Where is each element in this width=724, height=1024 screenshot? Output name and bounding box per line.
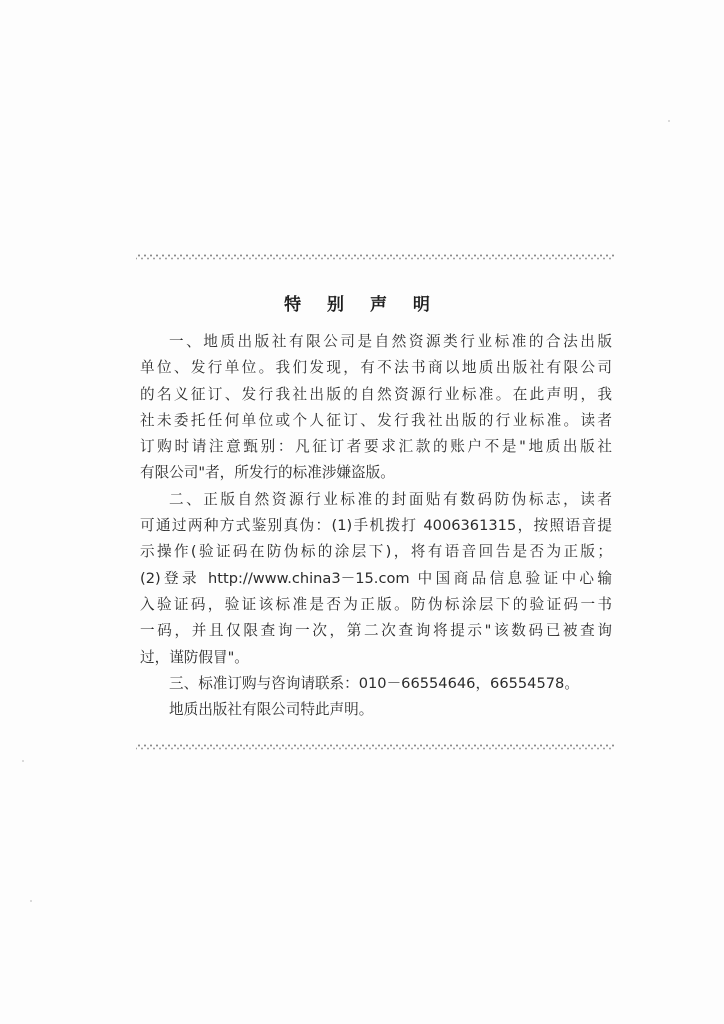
top-dotted-rule	[136, 254, 614, 260]
body-line: 三、标准订购与咨询请联系：010－66554646，66554578。	[169, 674, 579, 692]
body-line: 单位、发行单位。我们发现，有不法书商以地质出版社有限公司	[140, 359, 612, 377]
notice-body	[140, 329, 612, 723]
body-line: 入验证码，验证该标准是否为正版。防伪标涂层下的验证码一书	[140, 595, 612, 613]
body-line: 有限公司"者，所发行的标准涉嫌盗版。	[140, 464, 395, 482]
body-line: 一码，并且仅限查询一次，第二次查询将提示"该数码已被查询	[140, 622, 612, 640]
body-line: 二、正版自然资源行业标准的封面贴有数码防伪标志，读者	[169, 490, 612, 508]
scan-speck	[30, 900, 32, 902]
body-line: 示操作(验证码在防伪标的涂层下)，将有语音回告是否为正版；	[140, 543, 612, 561]
page-title: 特 别 声 明	[284, 295, 440, 315]
body-line: (2)登录 http://www.china3－15.com 中国商品信息验证中心输	[140, 569, 612, 587]
scan-speck	[22, 760, 24, 762]
bottom-dotted-rule	[136, 744, 614, 750]
body-line: 地质出版社有限公司特此声明。	[169, 701, 374, 719]
body-line: 可通过两种方式鉴别真伪：(1)手机拨打 4006361315，按照语音提	[140, 517, 612, 535]
body-line: 订购时请注意甄别：凡征订者要求汇款的账户不是"地质出版社	[140, 438, 612, 456]
body-line: 的名义征订、发行我社出版的自然资源行业标准。在此声明，我	[140, 385, 612, 403]
body-line: 过，谨防假冒"。	[140, 648, 249, 666]
scan-speck	[668, 120, 670, 122]
body-line: 一、地质出版社有限公司是自然资源类行业标准的合法出版	[169, 333, 612, 350]
body-line: 社未委托任何单位或个人征订、发行我社出版的行业标准。读者	[140, 411, 612, 429]
